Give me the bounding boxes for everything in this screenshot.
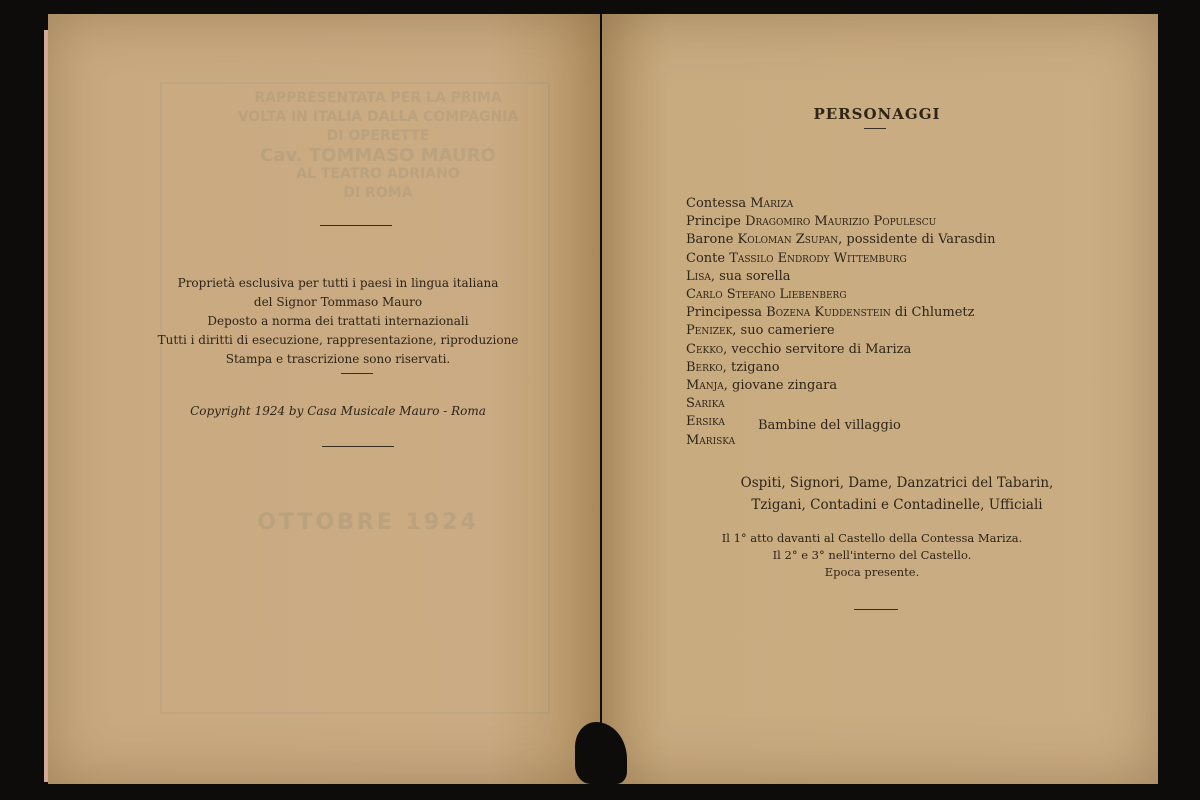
setting-line: Epoca presente. [824, 565, 920, 579]
legal-line: Tutti i diritti di esecuzione, rappresentazione, riproduzione [157, 333, 519, 347]
extras-line: Ospiti, Signori, Dame, Danzatrici del Tabarin, [740, 475, 1054, 491]
bleed-line: AL TEATRO ADRIANO [296, 166, 460, 182]
cast-row: Manja, giovane zingara [686, 378, 838, 394]
cast-row: Contessa Mariza [686, 196, 794, 211]
bambine-note: Bambine del villaggio [758, 418, 901, 433]
extras-list [662, 472, 1132, 516]
cast-row: Sarika [686, 396, 725, 412]
cast-row: Principe Dragomiro Maurizio Populescu [686, 214, 937, 230]
bleed-line: Cav. TOMMASO MAURO [260, 145, 496, 166]
setting-line: Il 1° atto davanti al Castello della Contessa Mariza. [721, 531, 1023, 545]
right-page [602, 14, 1158, 784]
legal-line: Stampa e trascrizione sono riservati. [225, 352, 451, 366]
cast-row: Conte Tassilo Endrody Wittemburg [686, 250, 907, 266]
title-underline [864, 128, 886, 129]
divider-middle [341, 373, 373, 374]
cast-row: Ersika [686, 414, 725, 430]
bleed-line: RAPPRESENTATA PER LA PRIMA [254, 90, 502, 106]
cast-row: Cekko, vecchio servitore di Mariza [686, 341, 912, 357]
bleed-line: VOLTA IN ITALIA DALLA COMPAGNIA [237, 109, 519, 125]
cast-row: Mariska [686, 432, 736, 448]
divider-bottom [322, 446, 394, 447]
cast-row: Principessa Bozena Kuddenstein di Chlumetz [686, 305, 975, 321]
bleed-through-text [218, 89, 538, 203]
legal-line: del Signor Tommaso Mauro [253, 295, 423, 309]
copyright-notice: Copyright 1924 by Casa Musicale Mauro - Roma [190, 404, 486, 418]
cast-row: Carlo Stefano Liebenberg [686, 287, 847, 303]
cast-row: Lisa, sua sorella [686, 268, 791, 284]
page-title: PERSONAGGI [813, 105, 941, 123]
setting-note [662, 530, 1082, 581]
cast-row: Barone Koloman Zsupan, possidente di Varasdin [686, 232, 996, 248]
extras-line: Tzigani, Contadini e Contadinelle, Ufficiali [751, 497, 1043, 513]
left-page [48, 14, 600, 784]
cast-list [686, 195, 1106, 450]
legal-line: Deposto a norma dei trattati internazionali [207, 314, 469, 328]
bleed-line: DI OPERETTE [326, 128, 430, 144]
divider-end [854, 609, 898, 610]
legal-notice [138, 274, 538, 369]
setting-line: Il 2° e 3° nell'interno del Castello. [772, 548, 972, 562]
bleed-line: DI ROMA [343, 185, 413, 201]
legal-line: Proprietà esclusiva per tutti i paesi in lingua italiana [177, 276, 499, 290]
bleed-through-date: OTTOBRE 1924 [257, 510, 479, 535]
cast-row: Berko, tzigano [686, 359, 780, 375]
divider-top [320, 225, 392, 226]
cast-row: Penizek, suo cameriere [686, 323, 835, 339]
